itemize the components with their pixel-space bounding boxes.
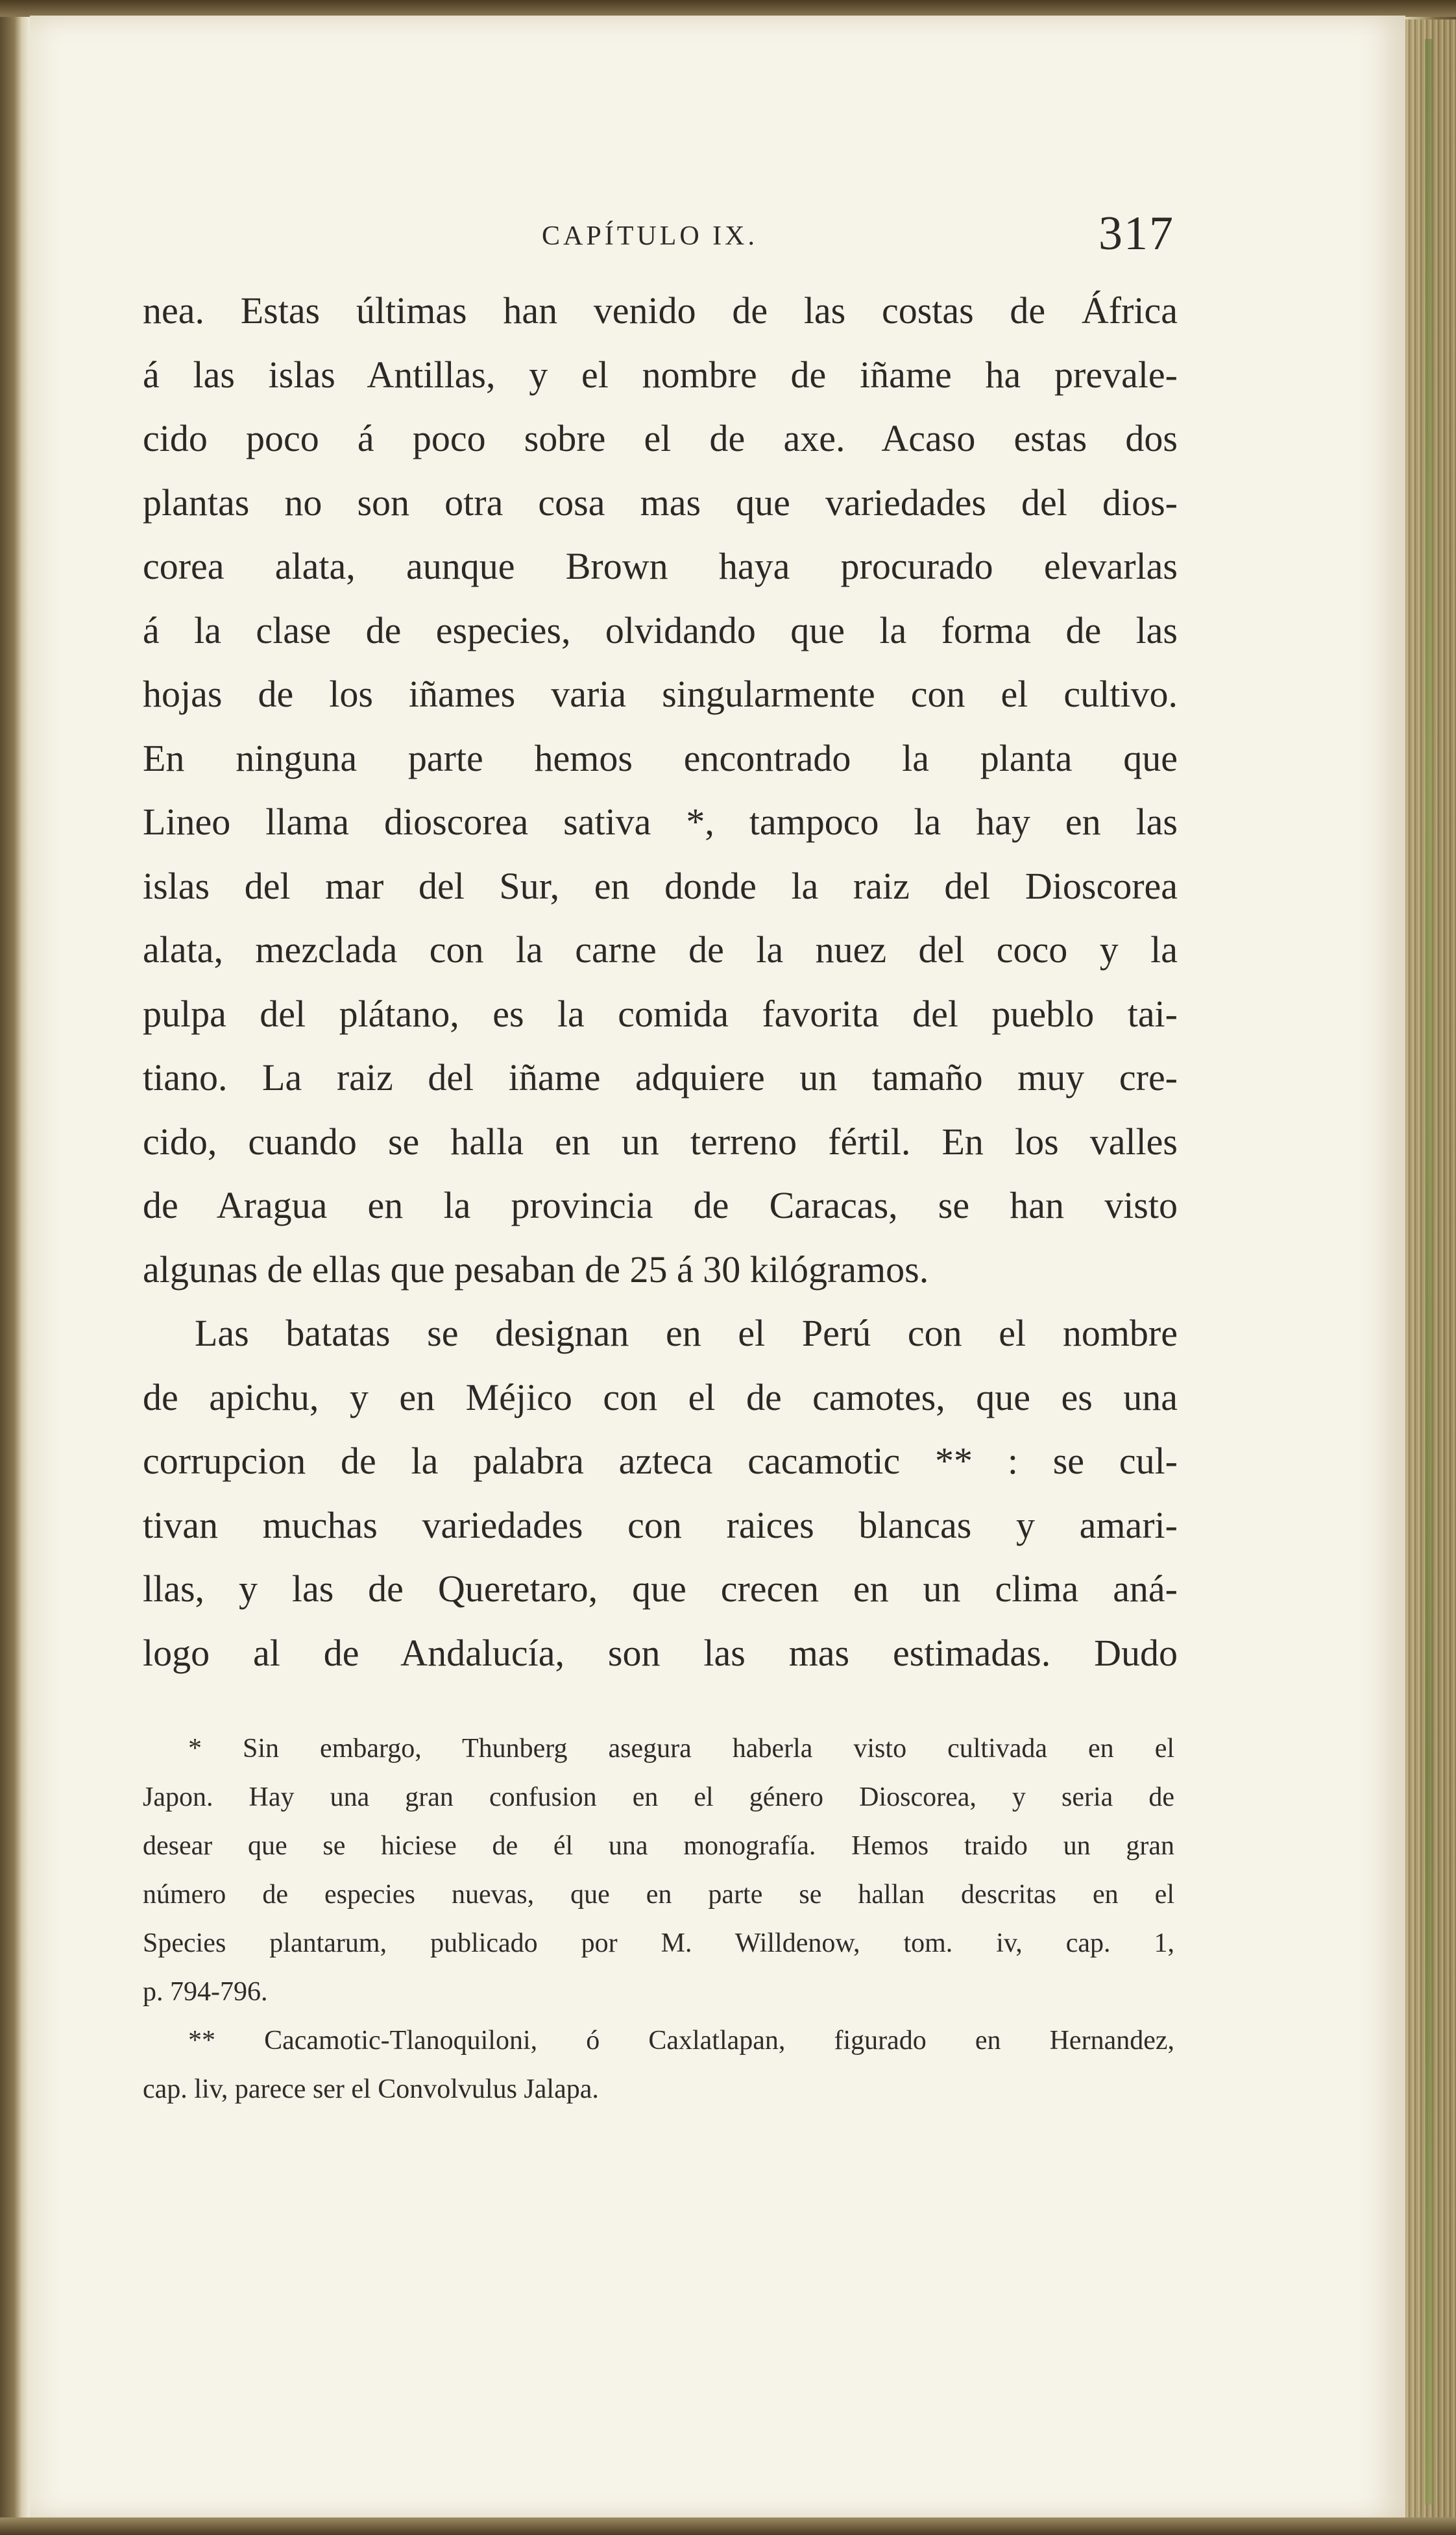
- body-line: hojas de los iñames varia singularmente con el cultivo.: [143, 673, 1178, 715]
- body-line: En ninguna parte hemos encontrado la planta que: [143, 736, 1178, 779]
- body-line: algunas de ellas que pesaban de 25 á 30 kilógramos.: [143, 1248, 929, 1291]
- body-line: llas, y las de Queretaro, que crecen en un clima aná-: [143, 1568, 1178, 1610]
- running-header: [136, 206, 1174, 271]
- footnote-line: * Sin embargo, Thunberg asegura haberla visto cultivada en el: [188, 1734, 1174, 1764]
- body-line: corea alata, aunque Brown haya procurado elevarlas: [143, 545, 1178, 587]
- book-top-edge: [0, 0, 1456, 17]
- body-line: islas del mar del Sur, en donde la raiz del Dioscorea: [143, 864, 1178, 907]
- body-line: tiano. La raiz del iñame adquiere un tamaño muy cre-: [143, 1056, 1178, 1098]
- footnote-line: desear que se hiciese de él una monografía. Hemos traido un gran: [143, 1831, 1174, 1861]
- body-line: alata, mezclada con la carne de la nuez del coco y la: [143, 928, 1178, 971]
- body-line: cido, cuando se halla en un terreno fértil. En los valles: [143, 1120, 1178, 1163]
- body-line: á la clase de especies, olvidando que la forma de las: [143, 609, 1178, 651]
- body-line: nea. Estas últimas han venido de las costas de África: [143, 289, 1178, 332]
- book-bottom-edge: [0, 2517, 1456, 2535]
- body-line: á las islas Antillas, y el nombre de iñame ha prevale-: [143, 353, 1178, 396]
- body-line: Lineo llama dioscorea sativa *, tampoco la hay en las: [143, 801, 1178, 843]
- body-line: de apichu, y en Méjico con el de camotes, que es una: [143, 1376, 1178, 1418]
- body-line: tivan muchas variedades con raices blancas y amari-: [143, 1503, 1178, 1546]
- footnote-line: p. 794-796.: [143, 1977, 268, 2007]
- body-line: logo al de Andalucía, son las mas estimadas. Dudo: [143, 1631, 1178, 1674]
- body-line: de Aragua en la provincia de Caracas, se han visto: [143, 1184, 1178, 1226]
- body-line: Las batatas se designan en el Perú con el nombre: [195, 1312, 1178, 1354]
- page-number: 317: [1098, 207, 1174, 260]
- body-line: cido poco á poco sobre el de axe. Acaso estas dos: [143, 417, 1178, 459]
- footnote-line: cap. liv, parece ser el Convolvulus Jalapa.: [143, 2074, 599, 2104]
- chapter-title: CAPÍTULO IX.: [542, 221, 758, 251]
- footnote-line: número de especies nuevas, que en parte se hallan descritas en el: [143, 1880, 1174, 1910]
- footnote-line: Species plantarum, publicado por M. Willdenow, tom. iv, cap. 1,: [143, 1928, 1174, 1958]
- body-line: plantas no son otra cosa mas que variedades del dios-: [143, 481, 1178, 524]
- body-line: corrupcion de la palabra azteca cacamotic ** : se cul-: [143, 1440, 1178, 1482]
- footnote-line: ** Cacamotic-Tlanoquiloni, ó Caxlatlapan, figurado en Hernandez,: [188, 2026, 1174, 2056]
- body-line: pulpa del plátano, es la comida favorita del pueblo tai-: [143, 992, 1178, 1035]
- footnotes: [143, 1725, 1174, 2114]
- main-text: [143, 279, 1178, 1685]
- footnote-line: Japon. Hay una gran confusion en el género Dioscorea, y seria de: [143, 1782, 1174, 1812]
- book-spine-strip: [1425, 39, 1433, 2505]
